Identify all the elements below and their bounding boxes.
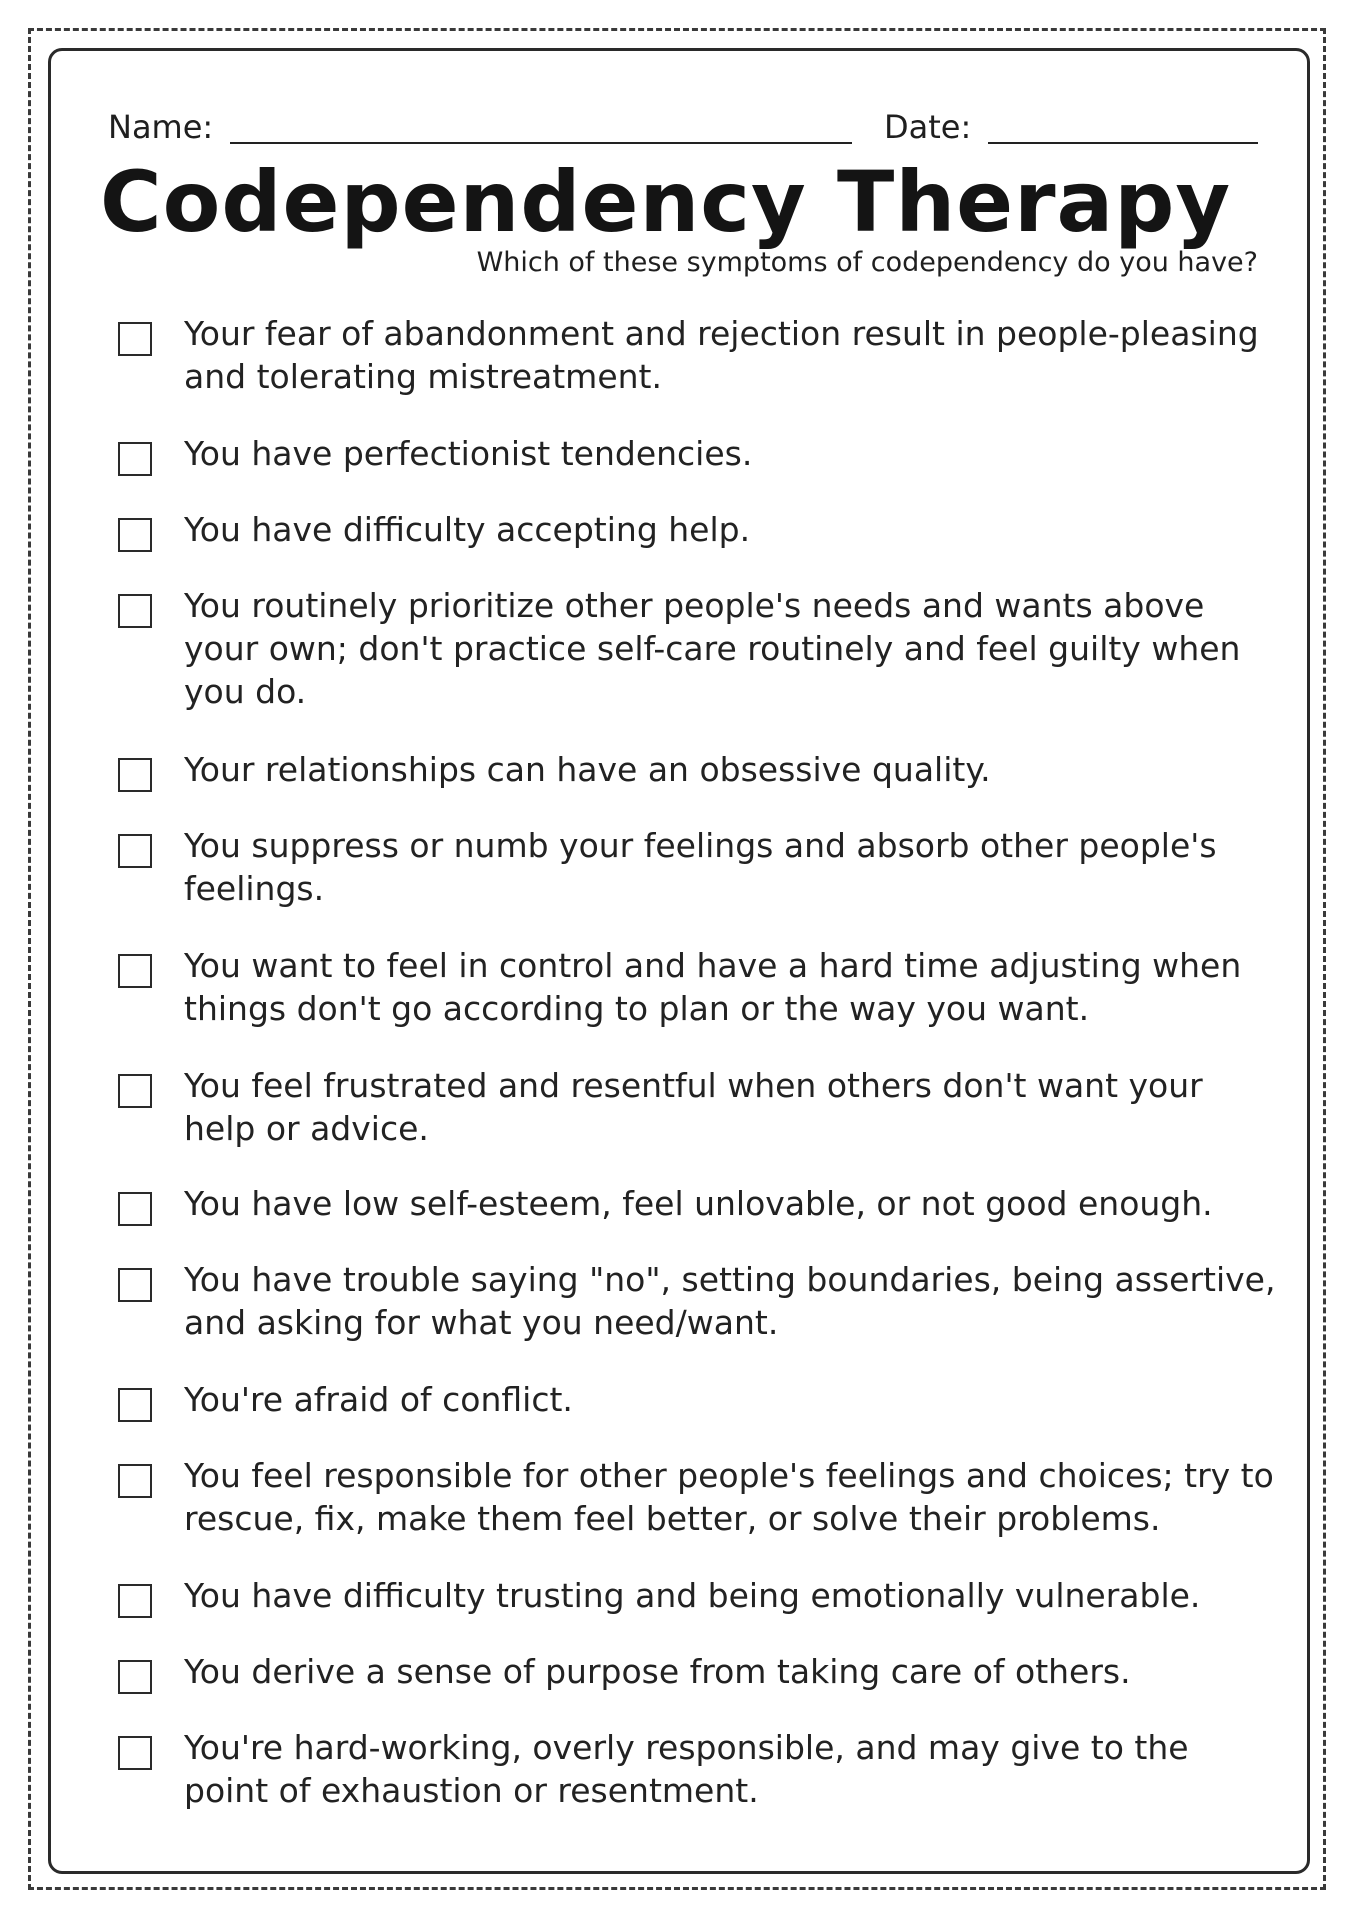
checklist-item-text: You routinely prioritize other people's needs and wants above your own; don't practice self-care routinely and feel guilty when you do. [184,586,1241,711]
checkbox[interactable] [118,758,152,792]
checklist-item-text: You have low self-esteem, feel unlovable, or not good enough. [184,1184,1213,1223]
checkbox[interactable] [118,1464,152,1498]
checklist-item-text: You want to feel in control and have a hard time adjusting when things don't go according to plan or the way you want. [184,946,1242,1028]
checkbox[interactable] [118,954,152,988]
checkbox[interactable] [118,1584,152,1618]
checkbox[interactable] [118,594,152,628]
checkbox[interactable] [118,1192,152,1226]
checklist-item-text: Your fear of abandonment and rejection result in people-pleasing and tolerating mistreatment. [184,314,1259,396]
checkbox[interactable] [118,1736,152,1770]
checkbox[interactable] [118,834,152,868]
checkbox[interactable] [118,1660,152,1694]
checklist-item-text: You have difficulty accepting help. [184,510,751,549]
checklist-item-text: Your relationships can have an obsessive quality. [184,750,991,789]
checklist-item-text: You're hard-working, overly responsible, and may give to the point of exhaustion or resentment. [184,1728,1189,1810]
name-field[interactable] [230,142,852,144]
checkbox[interactable] [118,1074,152,1108]
subtitle: Which of these symptoms of codependency do you have? [476,247,1258,278]
date-label: Date: [884,108,972,146]
checklist-item-text: You have perfectionist tendencies. [184,434,753,473]
checkbox[interactable] [118,1388,152,1422]
name-date-row [108,104,1258,150]
name-label: Name: [108,108,214,146]
checklist-item-text: You suppress or numb your feelings and absorb other people's feelings. [184,826,1217,908]
checklist-item-text: You have trouble saying "no", setting boundaries, being assertive, and asking for what you need/want. [184,1260,1276,1342]
checkbox[interactable] [118,442,152,476]
checkbox[interactable] [118,518,152,552]
page-title: Codependency Therapy [100,153,1232,251]
checkbox[interactable] [118,1268,152,1302]
date-field[interactable] [988,142,1258,144]
checklist-item-text: You feel frustrated and resentful when others don't want your help or advice. [184,1066,1203,1148]
checklist-item-text: You have difficulty trusting and being emotionally vulnerable. [184,1576,1201,1615]
checklist-item-text: You feel responsible for other people's feelings and choices; try to rescue, fix, make them feel better, or solve their problems. [184,1456,1274,1538]
checkbox[interactable] [118,322,152,356]
checklist-item-text: You derive a sense of purpose from taking care of others. [184,1652,1131,1691]
checklist-item-text: You're afraid of conflict. [184,1380,573,1419]
